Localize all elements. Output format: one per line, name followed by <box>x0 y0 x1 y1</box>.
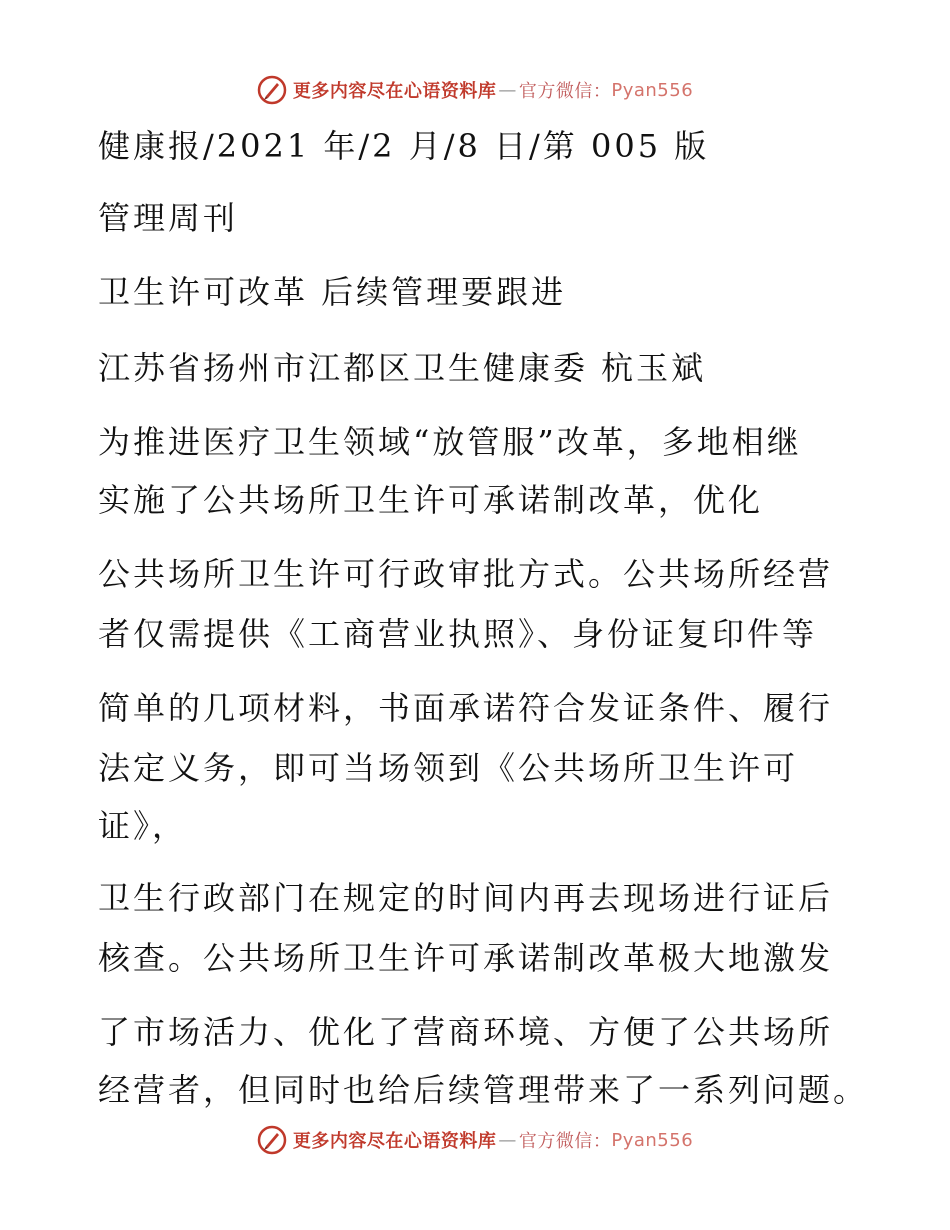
watermark-wechat-label: 官方微信： <box>518 81 612 102</box>
text-line: 公共场所卫生许可行政审批方式。公共场所经营 <box>98 555 834 593</box>
text-line: 核查。公共场所卫生许可承诺制改革极大地激发 <box>98 939 834 977</box>
text-line: 卫生许可改革 后续管理要跟进 <box>98 273 567 311</box>
text-line: 者仅需提供《工商营业执照》、身份证复印件等 <box>98 615 818 653</box>
text-line: 简单的几项材料，书面承诺符合发证条件、履行 <box>98 689 834 727</box>
text-line: 经营者，但同时也给后续管理带来了一系列问题。 <box>98 1071 869 1109</box>
feather-pen-icon <box>257 75 287 105</box>
watermark-wechat-id: Pyan556 <box>611 79 694 101</box>
text-line: 实施了公共场所卫生许可承诺制改革，优化 <box>98 481 764 519</box>
text-line: 证》， <box>98 807 188 845</box>
header-watermark <box>0 70 950 110</box>
watermark-separator: — <box>498 1129 517 1151</box>
footer-watermark <box>0 1120 950 1160</box>
watermark-brand: 更多内容尽在心语资料库 <box>292 81 497 102</box>
text-line: 了市场活力、优化了营商环境、方便了公共场所 <box>98 1013 834 1051</box>
text-line: 卫生行政部门在规定的时间内再去现场进行证后 <box>98 879 834 917</box>
watermark-wechat-id: Pyan556 <box>611 1129 694 1151</box>
watermark-brand: 更多内容尽在心语资料库 <box>292 1131 497 1152</box>
feather-pen-icon <box>257 1125 287 1155</box>
text-line: 健康报/2021 年/2 月/8 日/第 005 版 <box>98 127 710 165</box>
watermark-separator: — <box>498 79 517 101</box>
watermark-wechat-label: 官方微信： <box>518 1131 612 1152</box>
text-line: 江苏省扬州市江都区卫生健康委 杭玉斌 <box>98 349 707 387</box>
text-line: 为推进医疗卫生领域“放管服”改革，多地相继 <box>98 423 802 461</box>
text-line: 法定义务，即可当场领到《公共场所卫生许可 <box>98 749 799 787</box>
text-line: 管理周刊 <box>98 199 239 237</box>
